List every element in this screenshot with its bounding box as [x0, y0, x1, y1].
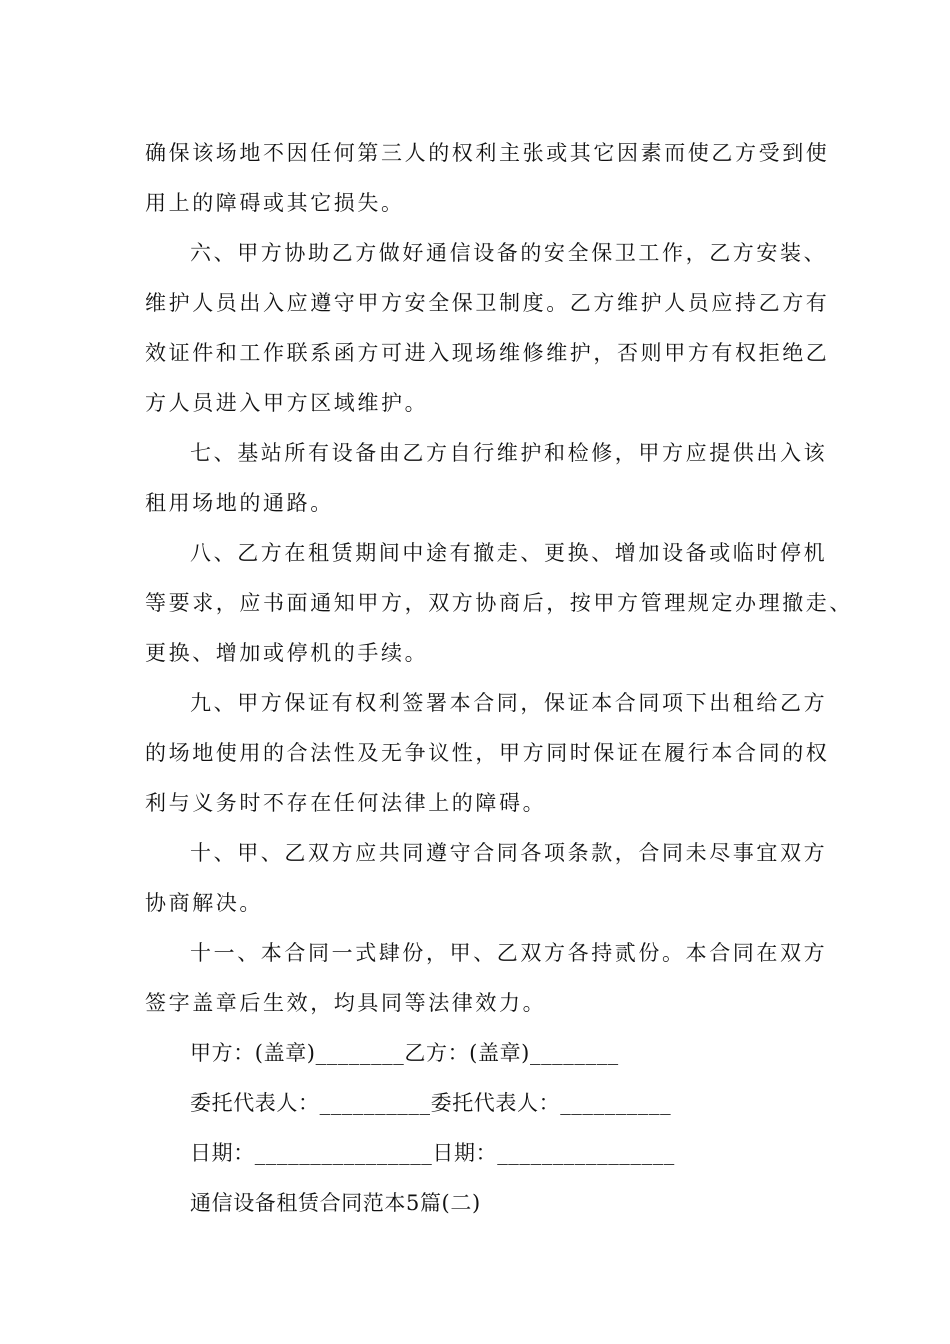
clause-10-line: 十、甲、乙双方应共同遵守合同各项条款，合同未尽事宜双方: [190, 841, 828, 865]
clause-7-line: 七、基站所有设备由乙方自行维护和检修，甲方应提供出入该: [190, 441, 828, 465]
representative-line: 委托代表人：__________委托代表人：__________: [190, 1091, 672, 1115]
paragraph-line: 等要求，应书面通知甲方，双方协商后，按甲方管理规定办理撤走、: [145, 591, 853, 615]
paragraph-line: 签字盖章后生效，均具同等法律效力。: [145, 991, 547, 1015]
paragraph-line: 用上的障碍或其它损失。: [145, 191, 405, 215]
paragraph-line: 确保该场地不因任何第三人的权利主张或其它因素而使乙方受到使: [145, 141, 830, 165]
paragraph-line: 更换、增加或停机的手续。: [145, 641, 429, 665]
signature-seal-line: 甲方：(盖章)________乙方：(盖章)________: [190, 1041, 619, 1065]
clause-11-line: 十一、本合同一式肆份，甲、乙双方各持贰份。本合同在双方: [190, 941, 828, 965]
clause-6-line: 六、甲方协助乙方做好通信设备的安全保卫工作，乙方安装、: [190, 241, 828, 265]
paragraph-line: 维护人员出入应遵守甲方安全保卫制度。乙方维护人员应持乙方有: [145, 291, 830, 315]
date-line: 日期：________________日期：________________: [190, 1141, 675, 1165]
paragraph-line: 协商解决。: [145, 891, 263, 915]
paragraph-line: 租用场地的通路。: [145, 491, 334, 515]
paragraph-line: 方人员进入甲方区域维护。: [145, 391, 429, 415]
paragraph-line: 效证件和工作联系函方可进入现场维修维护，否则甲方有权拒绝乙: [145, 341, 830, 365]
paragraph-line: 利与义务时不存在任何法律上的障碍。: [145, 791, 547, 815]
paragraph-line: 的场地使用的合法性及无争议性，甲方同时保证在履行本合同的权: [145, 741, 830, 765]
clause-9-line: 九、甲方保证有权利签署本合同，保证本合同项下出租给乙方: [190, 691, 828, 715]
clause-8-line: 八、乙方在租赁期间中途有撤走、更换、增加设备或临时停机: [190, 541, 828, 565]
section-title: 通信设备租赁合同范本5篇(二): [190, 1191, 481, 1215]
